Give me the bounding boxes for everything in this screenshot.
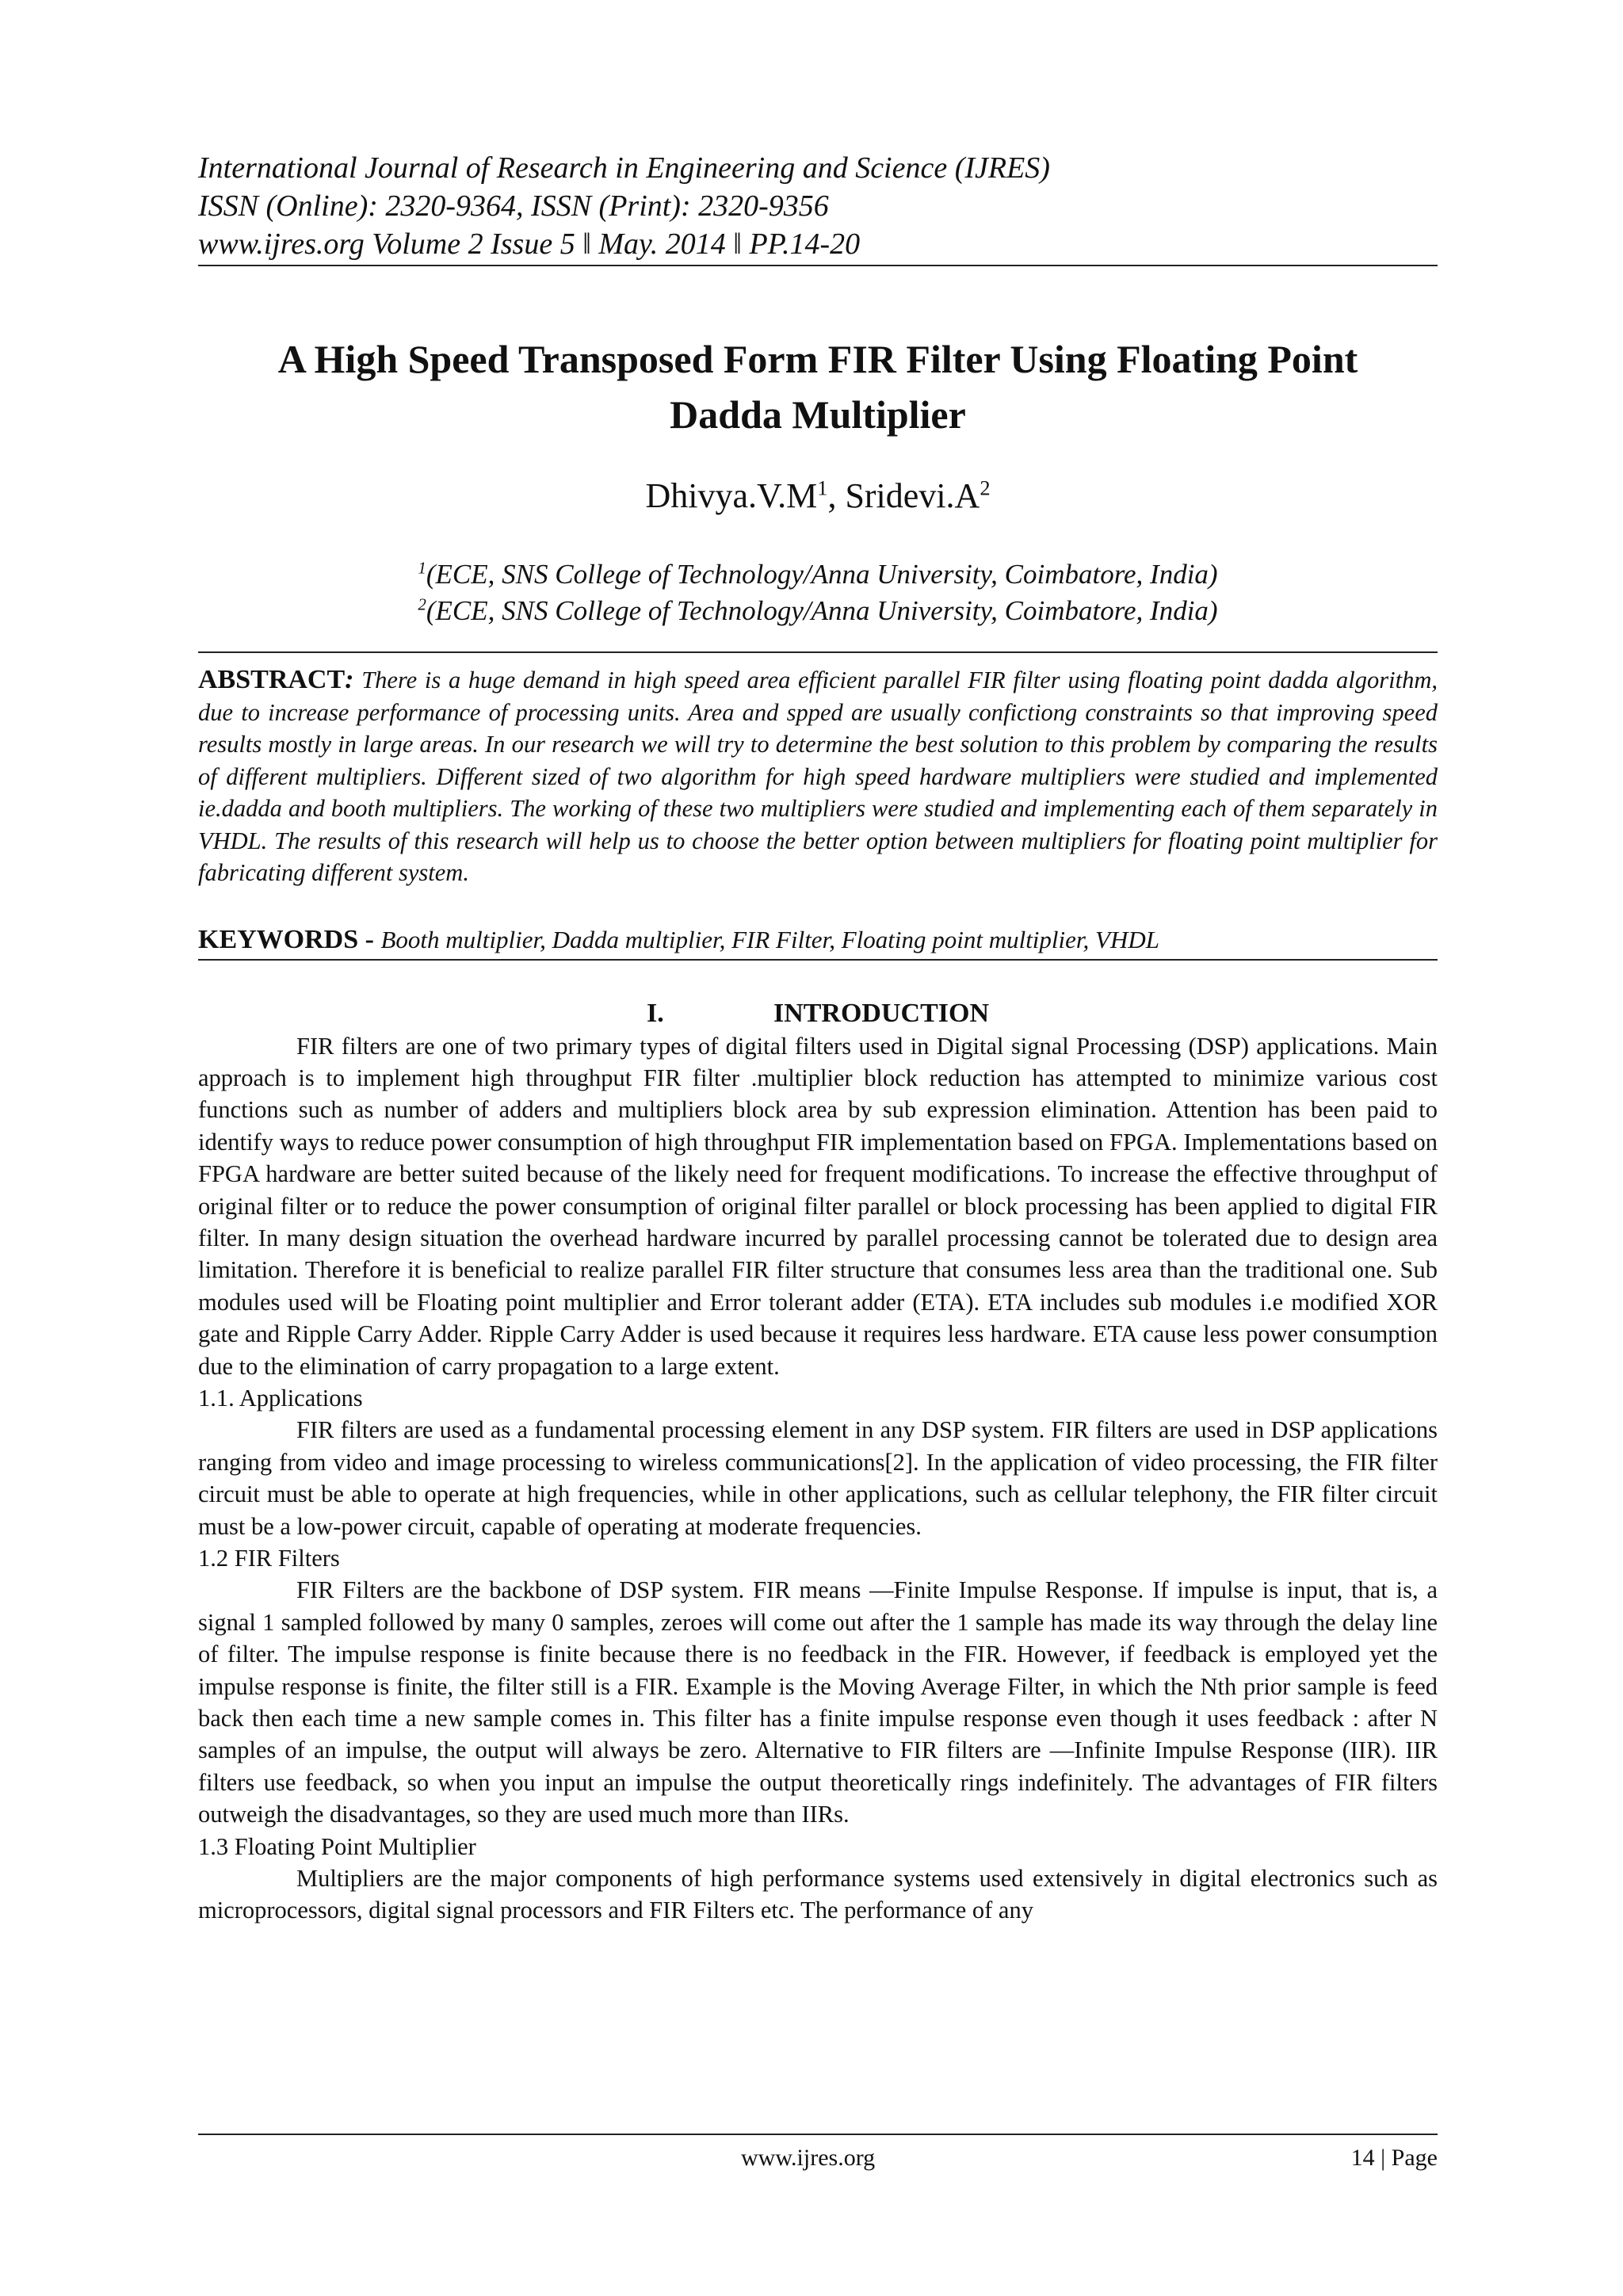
subsection-heading: 1.1. Applications <box>198 1384 363 1412</box>
abstract <box>198 664 1438 889</box>
affiliation <box>198 593 1438 629</box>
abstract-colon: : <box>345 665 354 694</box>
footer-page-number: 14 | Page <box>1350 2145 1438 2171</box>
journal-header <box>198 149 1438 263</box>
keywords-label: KEYWORDS - <box>198 924 381 954</box>
author-list <box>198 474 1438 518</box>
footer-rule <box>198 2134 1438 2135</box>
subsection-heading: 1.2 FIR Filters <box>198 1545 340 1572</box>
section-title: INTRODUCTION <box>773 998 990 1028</box>
multiplier-paragraph: Multipliers are the major components of high performance systems used extensively in digital electronics such as microprocessors, digital signal processors and FIR Filters etc. The performance of any <box>198 1865 1438 1924</box>
section-number: I. <box>646 998 664 1028</box>
subsection-heading: 1.3 Floating Point Multiplier <box>198 1832 476 1860</box>
fir-filters-paragraph: FIR Filters are the backbone of DSP system. FIR means ―Finite Impulse Response. If impulse is input, that is, a signal 1 sampled followed by many 0 samples, zeroes will come out after the 1 sample has made its way through the delay line of filter. The impulse response is finite because there is no feedback in the FIR. However, if feedback is employed yet the impulse response is finite, the filter still is a FIR. Example is the Moving Average Filter, in which the Nth prior sample is feed back then each time a new sample comes in. This filter has a finite impulse response even though it uses feedback : after N samples of an impulse, the output will always be zero. Alternative to FIR filters are ―Infinite Impulse Response (IIR). IIR filters use feedback, so when you input an impulse the output theoretically rings indefinitely. The advantages of FIR filters outweigh the disadvantages, so they are used much more than IIRs. <box>198 1576 1438 1828</box>
applications-paragraph: FIR filters are used as a fundamental processing element in any DSP system. FIR filters are used in DSP applications ranging from video and image processing to wireless communications[2]. In the application of video processing, the FIR filter circuit must be able to operate at high frequencies, while in other applications, such as cellular telephony, the FIR filter circuit must be a low-power circuit, capable of operating at moderate frequencies. <box>198 1416 1438 1540</box>
affiliation-text: (ECE, SNS College of Technology/Anna University, Coimbatore, India) <box>426 595 1218 626</box>
keywords <box>198 924 1438 956</box>
paper-title-line2: Dadda Multiplier <box>670 392 966 437</box>
journal-issn: ISSN (Online): 2320-9364, ISSN (Print): 2320-9356 <box>198 189 829 223</box>
author-affiliation-mark: 1 <box>817 476 828 500</box>
abstract-text: There is a huge demand in high speed area efficient parallel FIR filter using floating point dadda algorithm, due to increase performance of processing units. Area and spped are usually confictiong constraints so that improving speed results mostly in large areas. In our research we will try to determine the best solution to this problem by comparing the results of different multipliers. Different sized of two algorithm for high speed hardware multipliers were studied and implemented ie.dadda and booth multipliers. The working of these two multipliers were studied and implementing each of them separately in VHDL. The results of this research will help us to choose the better option between multipliers for floating point multiplier for fabricating different system. <box>198 667 1438 886</box>
affiliation-mark: 2 <box>418 594 426 614</box>
intro-paragraph: FIR filters are one of two primary types of digital filters used in Digital signal Processing (DSP) applications. Main approach is to implement high throughput FIR filter .multiplier block reduction has attempted to minimize various cost functions such as number of adders and multipliers block area by sub expression elimination. Attention has been paid to identify ways to reduce power consumption of high throughput FIR implementation based on FPGA. Implementations based on FPGA hardware are better suited because of the likely need for frequent modifications. To increase the effective throughput of original filter or to reduce the power consumption of original filter parallel or block processing has been applied to digital FIR filter. In many design situation the overhead hardware incurred by parallel processing cannot be tolerated due to design area limitation. Therefore it is beneficial to realize parallel FIR filter structure that consumes less area than the traditional one. Sub modules used will be Floating point multiplier and Error tolerant adder (ETA). ETA includes sub modules i.e modified XOR gate and Ripple Carry Adder. Ripple Carry Adder is used because it requires less hardware. ETA cause less power consumption due to the elimination of carry propagation to a large extent. <box>198 1032 1438 1380</box>
paper-title-line1: A High Speed Transposed Form FIR Filter Using Floating Point <box>277 337 1358 381</box>
abstract-label: ABSTRACT <box>198 665 346 694</box>
paper-page <box>198 149 1438 1927</box>
author-name: Dhivya.V.M <box>645 476 818 515</box>
journal-name: International Journal of Research in Engineering and Science (IJRES) <box>198 151 1050 185</box>
affiliation-text: (ECE, SNS College of Technology/Anna University, Coimbatore, India) <box>426 559 1218 590</box>
keywords-text: Booth multiplier, Dadda multiplier, FIR Filter, Floating point multiplier, VHDL <box>380 925 1159 953</box>
footer-url: www.ijres.org <box>741 2145 876 2171</box>
author-affiliation-mark: 2 <box>980 476 991 500</box>
author-separator: , <box>827 476 846 515</box>
affiliation-mark: 1 <box>418 558 426 578</box>
author-name: Sridevi.A <box>845 476 980 515</box>
section-heading <box>198 997 1438 1030</box>
journal-volume: www.ijres.org Volume 2 Issue 5 ǁ May. 2014 ǁ PP.14-20 <box>198 227 861 261</box>
affiliation <box>198 556 1438 593</box>
